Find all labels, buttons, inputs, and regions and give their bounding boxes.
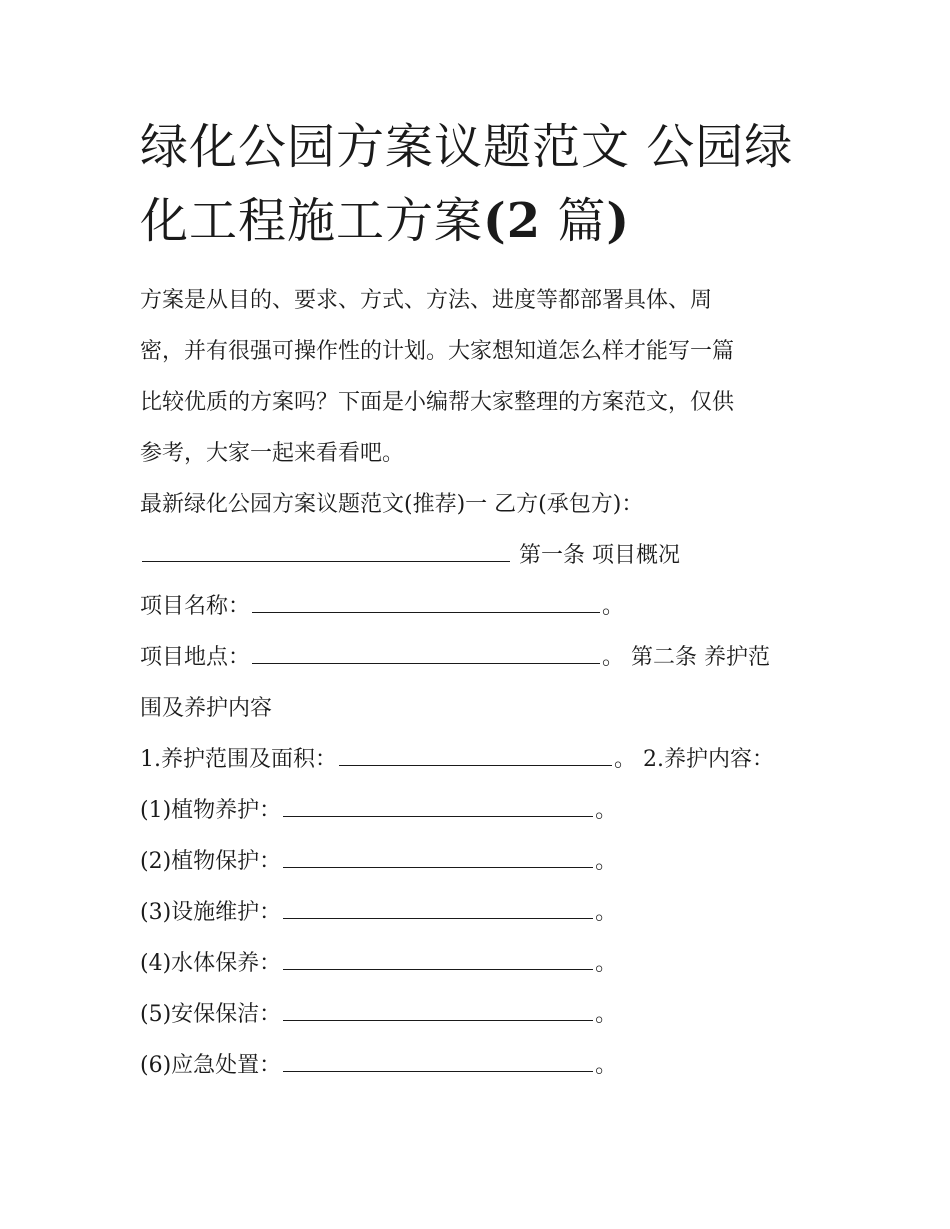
scope-label: 1.养护范围及面积： bbox=[140, 747, 337, 772]
article-2-heading-part2: 围及养护内容 bbox=[140, 696, 273, 721]
item-label: (1)植物养护： bbox=[140, 798, 282, 823]
project-name-line bbox=[140, 581, 820, 632]
intro-line-4: 参考，大家一起来看看吧。 bbox=[140, 441, 405, 466]
article-1-heading: 第一条 项目概况 bbox=[519, 543, 680, 568]
title-line-1: 绿化公园方案议题范文 公园绿 bbox=[140, 119, 794, 175]
project-name-blank bbox=[252, 582, 600, 613]
scope-period: 。 bbox=[614, 747, 637, 772]
item-period: 。 bbox=[595, 951, 618, 976]
item-line-5 bbox=[140, 989, 820, 1040]
item-blank bbox=[283, 939, 593, 970]
document-page bbox=[140, 110, 820, 1091]
title-close-paren: ) bbox=[606, 193, 631, 249]
title-line-2-prefix: 化工程施工方案 bbox=[140, 193, 484, 249]
contract-heading: 最新绿化公园方案议题范文(推荐)一 乙方(承包方)： bbox=[140, 492, 644, 517]
project-name-label: 项目名称： bbox=[140, 594, 251, 619]
scope-blank bbox=[339, 735, 612, 766]
item-blank bbox=[283, 837, 593, 868]
item-label: (5)安保保洁： bbox=[140, 1002, 282, 1027]
item-period: 。 bbox=[595, 1053, 618, 1078]
project-location-label: 项目地点： bbox=[140, 645, 251, 670]
item-label: (6)应急处置： bbox=[140, 1053, 282, 1078]
party-b-line bbox=[140, 530, 820, 581]
item-label: (3)设施维护： bbox=[140, 900, 282, 925]
project-name-period: 。 bbox=[602, 594, 625, 619]
item-period: 。 bbox=[595, 849, 618, 874]
article-2-heading-part1: 第二条 养护范 bbox=[631, 645, 771, 670]
document-title bbox=[140, 110, 820, 258]
item-period: 。 bbox=[595, 798, 618, 823]
item-line-6 bbox=[140, 1040, 820, 1091]
item-blank bbox=[283, 990, 593, 1021]
item-line-2 bbox=[140, 836, 820, 887]
item-period: 。 bbox=[595, 1002, 618, 1027]
intro-line-2: 密，并有很强可操作性的计划。大家想知道怎么样才能写一篇 bbox=[140, 339, 735, 364]
project-location-period: 。 bbox=[602, 645, 625, 670]
item-label: (2)植物保护： bbox=[140, 849, 282, 874]
project-location-blank bbox=[252, 633, 600, 664]
title-count: (2 bbox=[483, 193, 542, 249]
item-line-4 bbox=[140, 938, 820, 989]
title-count-unit: 篇 bbox=[541, 193, 607, 249]
item-blank bbox=[283, 786, 593, 817]
item-label: (4)水体保养： bbox=[140, 951, 282, 976]
party-b-blank bbox=[142, 531, 510, 562]
content-label: 2.养护内容： bbox=[643, 747, 775, 772]
intro-line-3: 比较优质的方案吗？下面是小编帮大家整理的方案范文，仅供 bbox=[140, 390, 735, 415]
scope-line bbox=[140, 734, 820, 785]
project-location-line bbox=[140, 632, 820, 683]
item-blank bbox=[283, 1041, 593, 1072]
item-period: 。 bbox=[595, 900, 618, 925]
item-line-1 bbox=[140, 785, 820, 836]
item-line-3 bbox=[140, 887, 820, 938]
intro-line-1: 方案是从目的、要求、方式、方法、进度等都部署具体、周 bbox=[140, 288, 713, 313]
item-blank bbox=[283, 888, 593, 919]
